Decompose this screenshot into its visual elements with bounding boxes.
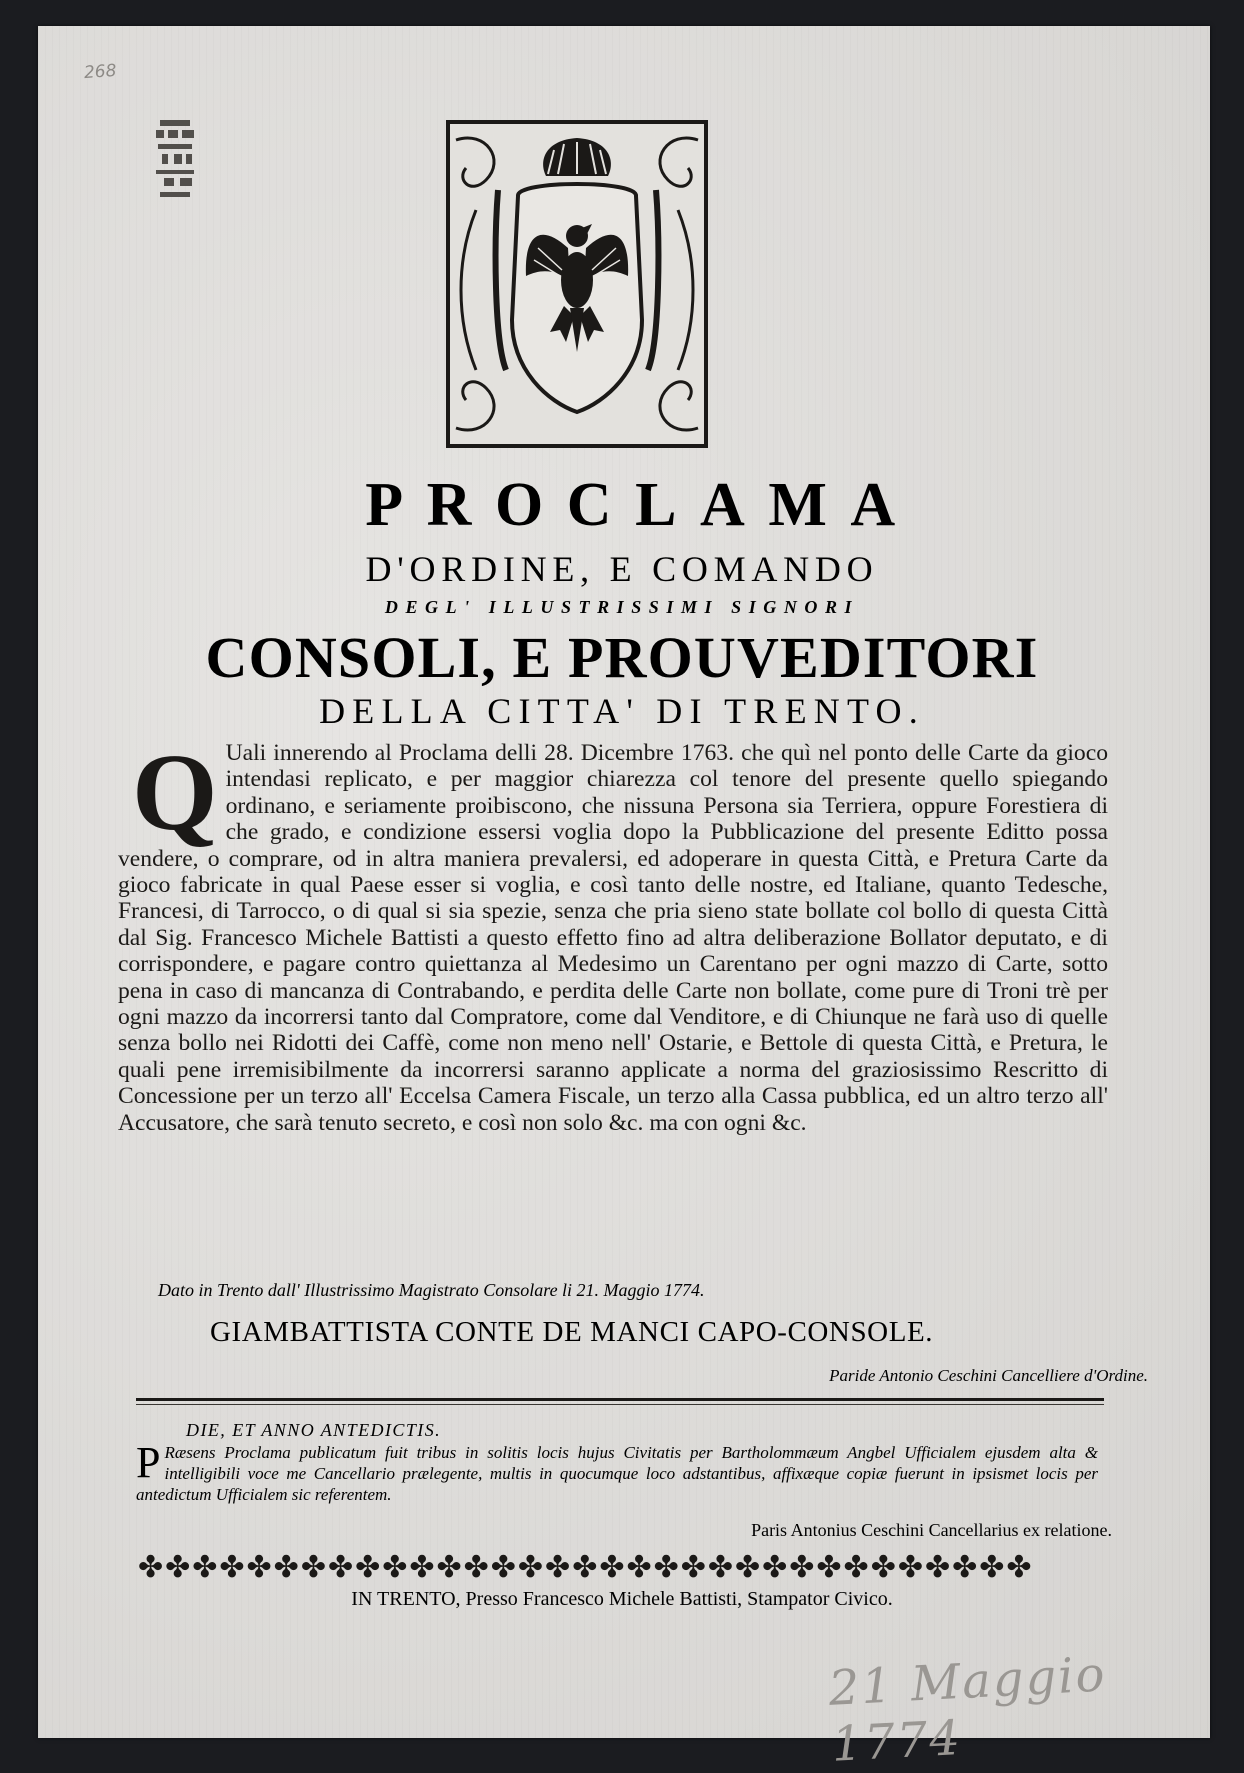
page-title: PROCLAMA	[365, 471, 919, 539]
divider	[136, 1398, 1104, 1401]
notary-paragraph: Ræsens Proclama publicatum fuit tribus in solitis locis hujus Civitatis per Bartholommæum Angbel Ufficialem ejusdem alta & intelligibili voce me Cancellario prælegente, multis in quocumque loco adstantibus, affixæque copiæ fuerunt in ipsismet locis per antedictum Ufficialem sic referentem.	[136, 1443, 1098, 1504]
chancellor-signature: Paride Antonio Ceschini Cancelliere d'Ordine.	[829, 1366, 1148, 1385]
eagle-coat-of-arms-icon	[446, 120, 708, 448]
drop-cap: Q	[132, 731, 218, 853]
notary-heading: DIE, ET ANNO ANTEDICTIS.	[186, 1420, 442, 1440]
city-line: DELLA CITTA' DI TRENTO.	[319, 691, 925, 731]
signatory: GIAMBATTISTA CONTE DE MANCI CAPO-CONSOLE.	[210, 1316, 934, 1348]
notary-statement	[136, 1438, 1098, 1505]
dated-line: Dato in Trento dall' Illustrissimo Magistrato Consolare li 21. Maggio 1774.	[158, 1280, 705, 1300]
archive-number: 268	[83, 60, 118, 84]
archive-stamp-icon	[152, 116, 204, 204]
divider-thin	[136, 1404, 1104, 1405]
ornament-border: ✤✤✤✤✤✤✤✤✤✤✤✤✤✤✤✤✤✤✤✤✤✤✤✤✤✤✤✤✤✤✤✤✤	[138, 1550, 1034, 1585]
body-paragraph: Uali innerendo al Proclama delli 28. Dicembre 1763. che quì nel ponto delle Carte da gioco intendasi replicato, e per maggior chiarezza col tenore del presente quello spiegando ordinano, e seriamente proibiscono, che nissuna Persona sia Terriera, oppure Forestiera di che grado, e condizione essersi voglia dopo la Pubblicazione del presente Editto possa vendere, o comprare, od in altra maniera prevalersi, ed adoperare in questa Città, e Pretura Carte da gioco fabricate in qual Paese esser si voglia, e così tanto delle nostre, ed Italiane, quanto Tedesche, Francesi, di Tarrocco, o di qual si sia spezie, senza che pria sieno state bollate col bollo di questa Città dal Sig. Francesco Michele Battisti a questo effetto fino ad altra deliberazione Bollator deputato, e di corrispondere, e pagare contro quiettanza al Medesimo un Carentano per ogni mazzo di Carte, sotto pena in caso di mancanza di Contrabando, e perdita delle Carte non bollate, come pure di Troni trè per ogni mazzo da incorrersi tanto dal Compratore, come dal Venditore, e di Chiunque ne farà uso di quelle senza bollo nei Ridotti dei Caffè, come non meno nell' Ostarie, e Bettole di questa Città, e Pretura, le quali pene irremisibilmente da incorrersi saranno applicate a norma del graziosissimo Rescritto di Concessione per un terzo all' Eccelsa Camera Fiscale, un terzo alla Cassa pubblica, ed un altro terzo all' Accusatore, che sarà tenuto secreto, e così non solo &c. ma con ogni &c.	[118, 740, 1108, 1136]
printer-imprint: IN TRENTO, Presso Francesco Michele Battisti, Stampator Civico.	[351, 1588, 893, 1610]
notary-drop-cap: P	[136, 1438, 161, 1487]
page-subtitle: D'ORDINE, E COMANDO	[365, 549, 879, 589]
issuer-title: CONSOLI, E PROUVEDITORI	[205, 625, 1039, 690]
proclamation-body	[118, 731, 1108, 1136]
issuer-prefix: DEGL' ILLUSTRISSIMI SIGNORI	[384, 597, 860, 617]
notary-signature: Paris Antonius Ceschini Cancellarius ex relatione.	[751, 1520, 1112, 1540]
handwritten-date: 21 Maggio 1774	[827, 1646, 1108, 1773]
